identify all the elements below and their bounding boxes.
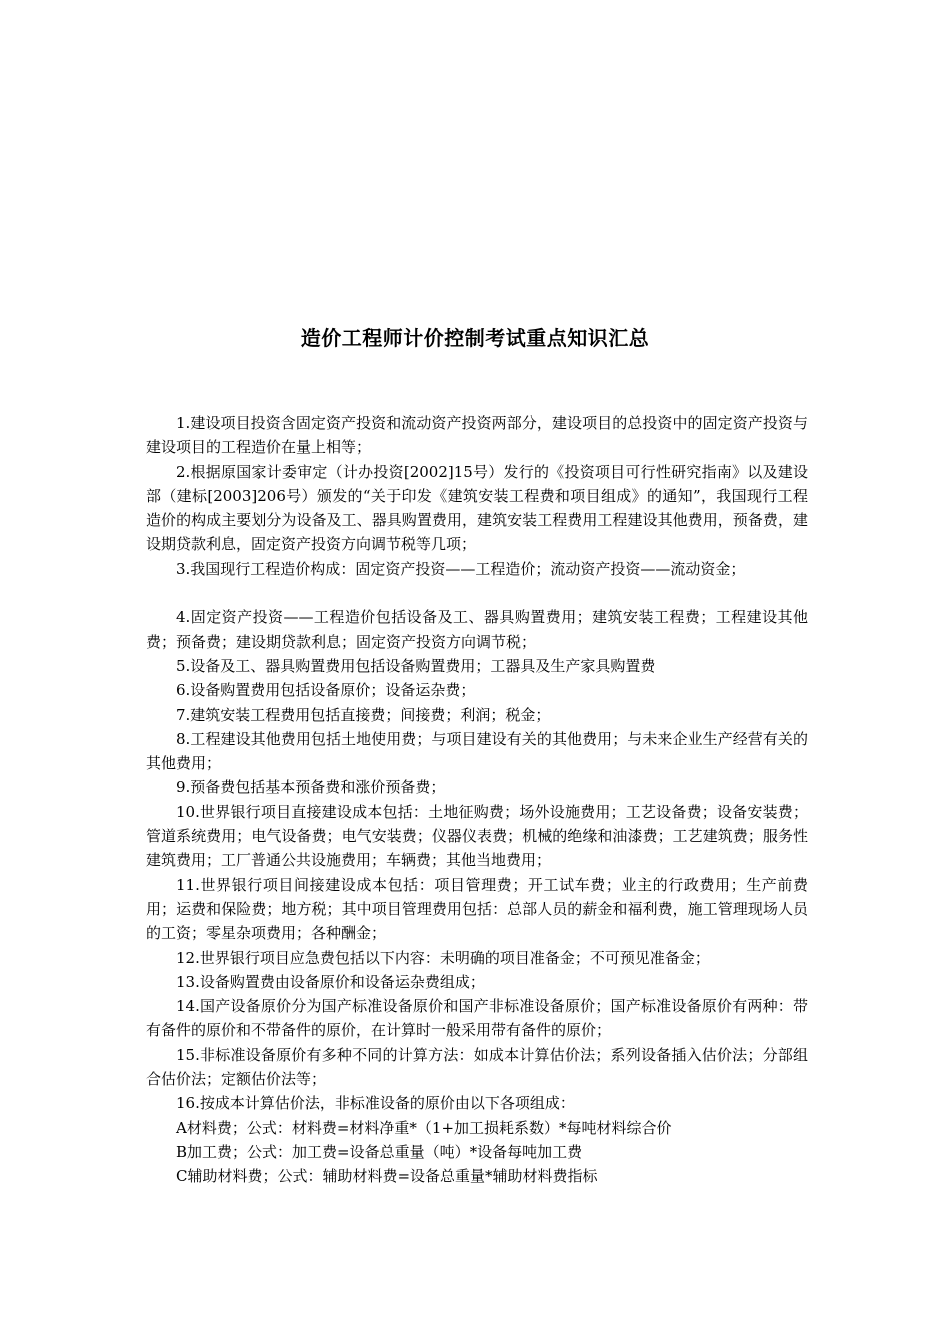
paragraph-4: 4.固定资产投资——工程造价包括设备及工、器具购置费用；建筑安装工程费；工程建设其他费；预备费；建设期贷款利息；固定资产投资方向调节税； xyxy=(146,608,808,651)
paragraph-3: 3.我国现行工程造价构成：固定资产投资——工程造价；流动资产投资——流动资金； xyxy=(176,559,746,578)
paragraph-16a: A材料费；公式：材料费=材料净重*（1+加工损耗系数）*每吨材料综合价 xyxy=(176,1118,672,1137)
paragraph-11: 11.世界银行项目间接建设成本包括：项目管理费；开工试车费；业主的行政费用；生产前费用；运费和保险费；地方税；其中项目管理费用包括：总部人员的薪金和福利费，施工管理现场人员的工资；零星杂项费用；各种酬金； xyxy=(146,875,808,943)
paragraph-16c: C辅助材料费；公式：辅助材料费=设备总重量*辅助材料费指标 xyxy=(176,1167,598,1186)
paragraph-16b: B加工费；公式：加工费=设备总重量（吨）*设备每吨加工费 xyxy=(176,1142,583,1161)
paragraph-9: 9.预备费包括基本预备费和涨价预备费； xyxy=(176,778,446,797)
paragraph-1: 1.建设项目投资含固定资产投资和流动资产投资两部分，建设项目的总投资中的固定资产投资与建设项目的工程造价在量上相等； xyxy=(146,414,808,457)
paragraph-13: 13.设备购置费由设备原价和设备运杂费组成； xyxy=(176,972,485,991)
paragraph-5: 5.设备及工、器具购置费用包括设备购置费用；工器具及生产家具购置费 xyxy=(176,656,656,675)
paragraph-7: 7.建筑安装工程费用包括直接费；间接费；利润；税金； xyxy=(176,705,551,724)
paragraph-8: 8.工程建设其他费用包括土地使用费；与项目建设有关的其他费用；与未来企业生产经营有关的其他费用； xyxy=(146,729,808,773)
paragraph-15: 15.非标准设备原价有多种不同的计算方法：如成本计算估价法；系列设备插入估价法；分部组合估价法；定额估价法等； xyxy=(146,1045,808,1089)
document-body xyxy=(146,411,808,1189)
paragraph-16: 16.按成本计算估价法，非标准设备的原价由以下各项组成： xyxy=(176,1094,575,1113)
blank-line xyxy=(146,581,808,605)
paragraph-2: 2.根据原国家计委审定（计办投资[2002]15号）发行的《投资项目可行性研究指南》以及建设部（建标[2003]206号）颁发的“关于印发《建筑安装工程费和项目组成》的通知”，我国现行工程造价的构成主要划分为设备及工、器具购置费用，建筑安装工程费用工程建设其他费用，预备费，建设期贷款利息，固定资产投资方向调节税等几项； xyxy=(146,462,808,554)
paragraph-10: 10.世界银行项目直接建设成本包括：土地征购费；场外设施费用；工艺设备费；设备安装费；管道系统费用；电气设备费；电气安装费；仪器仪表费；机械的绝缘和油漆费；工艺建筑费；服务性建筑费用；工厂普通公共设施费用；车辆费；其他当地费用； xyxy=(146,802,808,870)
document-title: 造价工程师计价控制考试重点知识汇总 xyxy=(300,326,650,350)
paragraph-12: 12.世界银行项目应急费包括以下内容：未明确的项目准备金；不可预见准备金； xyxy=(176,948,710,967)
paragraph-6: 6.设备购置费用包括设备原价；设备运杂费； xyxy=(176,681,476,700)
paragraph-14: 14.国产设备原价分为国产标准设备原价和国产非标准设备原价；国产标准设备原价有两种：带有备件的原价和不带备件的原价，在计算时一般采用带有备件的原价； xyxy=(146,997,808,1040)
